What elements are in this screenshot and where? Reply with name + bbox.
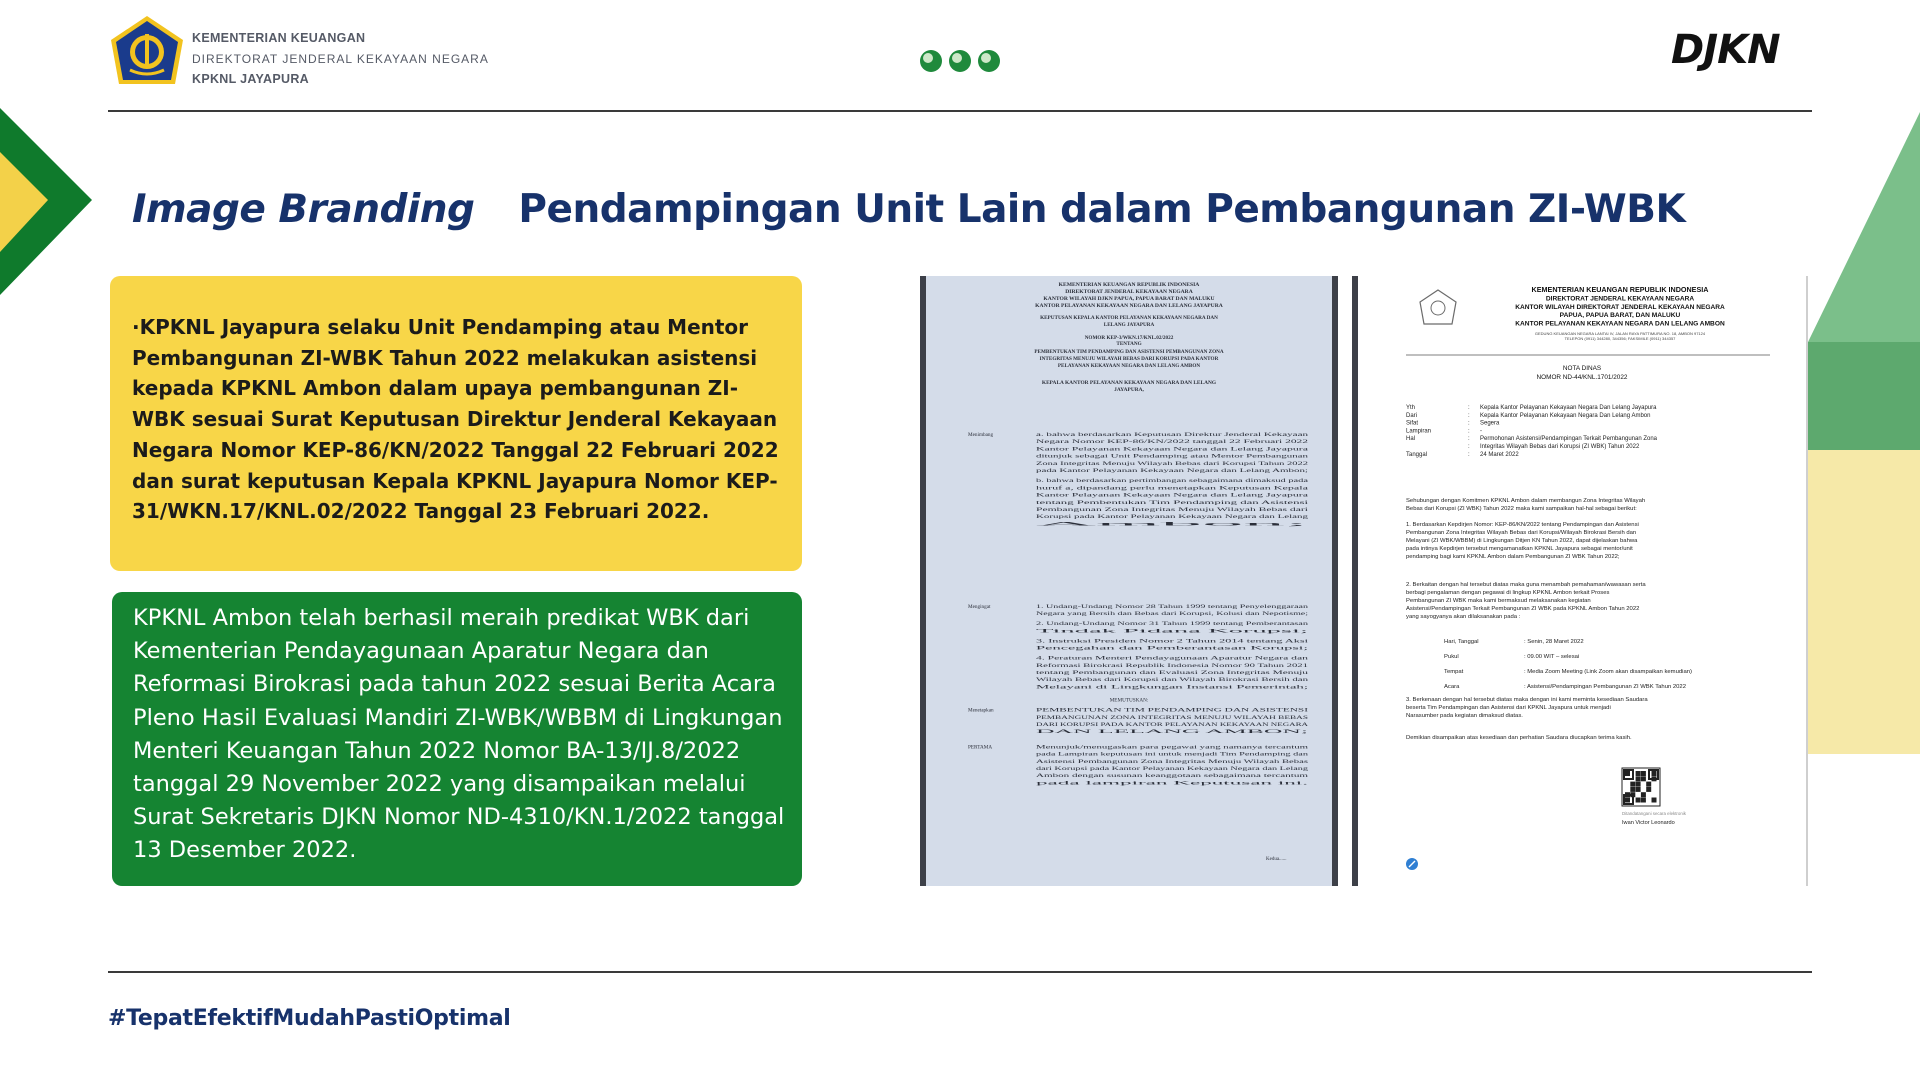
decree-legal-basis-line: 4. Peraturan Menteri Pendayagunaan Aparatur Negara dan — [1036, 656, 1310, 662]
decree-document-content — [926, 276, 1332, 886]
decree-subject-line: PEMBENTUKAN TIM PENDAMPING DAN ASISTENSI PEMBANGUNAN ZONA — [1034, 349, 1224, 355]
decree-first-item-line: dari Korupsi pada Kantor Pelayanan Kekayaan Negara dan Lelang — [1036, 767, 1310, 772]
right-green-block — [1808, 342, 1920, 450]
memo-signer: Iwan Victor Leonardo — [1622, 820, 1675, 826]
decree-considering-line: huruf a, dipandang perlu menetapkan Keputusan Kepala — [1036, 486, 1310, 492]
decree-header-line: KEMENTERIAN KEUANGAN REPUBLIK INDONESIA — [1058, 282, 1200, 288]
decree-header-line: KANTOR WILAYAH DJKN PAPUA, PAPUA BARAT DAN MALUKU — [1043, 296, 1215, 302]
memo-emblem-icon — [1420, 290, 1456, 324]
decree-legal-basis-line: Melayani di Lingkungan Instansi Pemerintah; — [1036, 685, 1308, 691]
memo-title: NOTA DINAS — [1562, 365, 1602, 372]
decree-legal-basis-line: Negara yang Bersih dan Bebas dari Korupsi, Kolusi dan Nepotisme; — [1036, 612, 1308, 618]
decree-determination-line: DAN LELANG AMBON; — [1036, 730, 1308, 736]
decree-label-memutuskan: MEMUTUSKAN: — [1109, 697, 1149, 704]
memo-document-content — [1358, 276, 1806, 886]
memo-document-image — [1352, 276, 1808, 886]
memo-point1-line: 1. Berdasarkan Kepdirjen Nomor: KEP-86/KN/2022 tentang Pendampingan dan Asistensi — [1406, 522, 1639, 528]
memo-header-line: KEMENTERIAN KEUANGAN REPUBLIK INDONESIA — [1531, 285, 1709, 294]
decree-legal-basis-line: Reformasi Birokrasi Republik Indonesia Nomor 90 Tahun 2021 — [1036, 663, 1310, 669]
org-ministry: KEMENTERIAN KEUANGAN — [192, 31, 366, 45]
decree-considering-line: Kantor Pelayanan Kekayaan Negara dan Lelang Jayapura — [1036, 447, 1310, 453]
decree-legal-basis-line: 1. Undang-Undang Nomor 28 Tahun 1999 tentang Penyelenggaraan — [1036, 605, 1309, 610]
page-title: Pendampingan Unit Lain dalam Pembangunan ZI-WBK — [518, 186, 1686, 232]
green-card-text: KPKNL Ambon telah berhasil meraih predikat WBK dari Kementerian Pendayagunaan Aparatur Negara dan Reformasi Birokrasi pada tahun 2022 sesuai Berita Acara Pleno Hasil Evaluasi Mandiri ZI-WBK/WBBM di Lingkungan Menteri Keuangan Tahun 2022 Nomor BA-13/IJ.8/2022 tanggal 29 November 2022 yang disampaikan melalui Surat Sekretaris DJKN Nomor ND-4310/KN.1/2022 tanggal 13 Desember 2022. — [133, 605, 785, 864]
memo-field-colon: : — [1468, 436, 1470, 443]
decree-document-image — [920, 276, 1338, 886]
decree-header-line: DIREKTORAT JENDERAL KEKAYAAN NEGARA — [1065, 289, 1193, 295]
decree-official-line: KEPALA KANTOR PELAYANAN KEKAYAAN NEGARA DAN LELANG — [1041, 380, 1217, 386]
decree-next-page-marker: Kedua...... — [1266, 857, 1287, 862]
memo-schedule-value: : Media Zoom Meeting (Link Zoom akan disampaikan kemudian) — [1524, 669, 1692, 675]
decree-first-item-line: pada Lampiran keputusan ini untuk menjadi Tim Pendamping dan — [1036, 752, 1309, 758]
decree-legal-basis-line: Wilayah Bebas dari Korupsi dan Wilayah Birokrasi Bersih dan — [1036, 678, 1310, 684]
decree-considering-line: pada Kantor Pelayanan Kekayaan Negara dan Lelang Ambon; — [1036, 469, 1308, 474]
right-yellow-band — [1808, 342, 1920, 754]
decree-legal-basis-line: 3. Instruksi Presiden Nomor 2 Tahun 2014 tentang Aksi — [1036, 639, 1310, 645]
memo-field-label: Tanggal — [1406, 451, 1428, 458]
memo-point2-line: yang sayogyanya akan dilaksanakan pada : — [1406, 614, 1521, 620]
memo-point1-line: pendamping bagi kami KPKNL Ambon dalam Pembangunan ZI WBK Tahun 2022; — [1406, 554, 1620, 560]
footer-divider — [108, 971, 1812, 973]
memo-point2-line: Asistensi/Pendampingan Terkait Pembangunan ZI WBK pada KPKNL Ambon Tahun 2022 — [1406, 606, 1640, 612]
memo-field-colon: : — [1468, 428, 1470, 435]
decree-title-line: KEPUTUSAN KEPALA KANTOR PELAYANAN KEKAYAAN NEGARA DAN — [1040, 315, 1218, 321]
memo-field-label: Yth — [1406, 405, 1416, 411]
org-directorate: DIREKTORAT JENDERAL KEKAYAAN NEGARA — [192, 51, 489, 66]
memo-address-line: TELEPON (0911) 344280, 344356; FAKSIMILE (0911) 344357 — [1564, 336, 1676, 341]
memo-point2-line: 2. Berkaitan dengan hal tersebut diatas maka guna menambah pemahaman/wawasan serta — [1406, 582, 1646, 588]
decree-legal-basis-line: tentang Pembangunan dan Evaluasi Zona Integritas Menuju — [1036, 671, 1310, 676]
decree-header-line: KANTOR PELAYANAN KEKAYAAN NEGARA DAN LELANG JAYAPURA — [1035, 303, 1223, 309]
memo-field-colon: : — [1468, 412, 1470, 419]
decree-considering-line: ditunjuk sebagai Unit Pendamping atau Mentor Pembangunan — [1036, 454, 1310, 460]
qr-code-icon — [1622, 768, 1660, 806]
memo-header-line: KANTOR PELAYANAN KEKAYAAN NEGARA DAN LELANG AMBON — [1515, 320, 1725, 328]
decree-considering-line: Negara Nomor KEP-86/KN/2022 tanggal 22 Februari 2022 — [1036, 440, 1310, 446]
memo-field-value: Permohonan Asistensi/Pendampingan Terkait Pembangunan Zona — [1480, 436, 1658, 443]
decree-considering-line: Zona Integritas Menuju Wilayah Bebas dari Korupsi Tahun 2022 — [1036, 461, 1310, 467]
memo-intro-line: Sehubungan dengan Komitmen KPKNL Ambon dalam membangun Zona Integritas Wilayah — [1406, 498, 1646, 504]
memo-schedule-label: Acara — [1444, 684, 1460, 690]
memo-field-colon: : — [1468, 420, 1470, 427]
decree-first-item-line: Asistensi Pembangunan Zona Integritas Menuju Wilayah Bebas — [1036, 759, 1309, 765]
green-dots-icon — [918, 48, 1002, 74]
memo-field-label: Lampiran — [1406, 428, 1432, 435]
memo-schedule-label: Hari, Tanggal — [1444, 639, 1479, 645]
memo-point1-line: Pembangunan Zona Integritas Wilayah Bebas dari Korupsi/Wilayah Birokrasi Bersih dan — [1406, 530, 1637, 536]
memo-point2-line: Pembangunan ZI WBK maka kami bermaksud melaksanakan kegiatan — [1406, 598, 1591, 604]
decree-subject-line: INTEGRITAS MENUJU WILAYAH BEBAS DARI KORUPSI PADA KANTOR — [1039, 356, 1219, 362]
decree-label-menetapkan: Menetapkan — [968, 707, 994, 714]
memo-point3-line: Narasumber pada kegiatan dimaksud diatas. — [1406, 713, 1523, 719]
memo-header-line: DIREKTORAT JENDERAL KEKAYAAN NEGARA — [1545, 295, 1695, 303]
memo-signed-note: Ditandatangani secara elektronik — [1622, 811, 1686, 816]
header-divider — [108, 110, 1812, 112]
memo-field-colon: : — [1468, 444, 1470, 450]
memo-schedule-label: Tempat — [1444, 669, 1464, 675]
yellow-card-text: ·KPKNL Jayapura selaku Unit Pendamping atau Mentor Pembangunan ZI-WBK Tahun 2022 melakukan asistensi kepada KPKNL Ambon dalam upaya pembangunan ZI-WBK sesuai Surat Keputusan Direktur Jenderal Kekayaan Negara Nomor KEP-86/KN/2022 Tanggal 22 Februari 2022 dan surat keputusan Kepala KPKNL Jayapura Nomor KEP-31/WKN.17/KNL.02/2022 Tanggal 23 Februari 2022. — [132, 315, 779, 524]
memo-field-value: Kepala Kantor Pelayanan Kekayaan Negara Dan Lelang Ambon — [1480, 412, 1651, 419]
decree-legal-basis-line: 2. Undang-Undang Nomor 31 Tahun 1999 tentang Pemberantasan — [1036, 622, 1310, 628]
memo-point3-line: 3. Berkenaan dengan hal tersebut diatas maka dengan ini kami meminta kesediaan Saudara — [1406, 697, 1648, 703]
memo-point1-line: pada intinya Kepdirjen tersebut mengamanatkan KPKNL Jayapura sebagai mentor/unit — [1406, 546, 1633, 552]
memo-schedule-value: : Senin, 28 Maret 2022 — [1524, 639, 1584, 645]
memo-field-label: Hal — [1406, 436, 1416, 443]
footer-hashtag: #TepatEfektifMudahPastiOptimal — [108, 1006, 511, 1031]
decree-considering-line: b. bahwa berdasarkan pertimbangan sebagaimana dimaksud pada — [1036, 479, 1310, 485]
memo-address-line: GEDUNG KEUANGAN NEGARA LANTAI IV, JALAN RAYA PATTIMURA NO. 18, AMBON 97124 — [1534, 331, 1706, 336]
decree-considering-line: Korupsi pada Kantor Pelayanan Kekayaan Negara dan Lelang — [1036, 515, 1310, 521]
decree-subject-line: PELAYANAN KEKAYAAN NEGARA DAN LELANG AMBON — [1057, 363, 1201, 369]
decree-considering-line: tentang Pembentukan Tim Pendamping dan Asistensi — [1036, 500, 1310, 506]
memo-field-colon: : — [1468, 405, 1470, 411]
organization-name — [192, 32, 489, 85]
decree-determination-line: DARI KORUPSI PADA KANTOR PELAYANAN KEKAYAAN NEGARA — [1036, 723, 1309, 728]
memo-field-value: Segera — [1480, 420, 1500, 427]
left-green-chevron — [0, 108, 92, 295]
memo-field-colon: : — [1468, 451, 1470, 458]
decree-determination-line: PEMBENTUKAN TIM PENDAMPING DAN ASISTENSI — [1036, 708, 1309, 714]
decree-number: NOMOR KEP-3/WKN.17/KNL.02/2022 — [1084, 335, 1174, 341]
memo-field-label: Sifat — [1406, 420, 1419, 427]
memo-field-value: - — [1480, 428, 1482, 435]
page-headline — [132, 184, 1685, 234]
memo-point1-line: Melayani (ZI WBK/WBBM) di Lingkungan Ditjen KN Tahun 2022, dapat dijelaskan bahwa — [1406, 538, 1638, 544]
decree-legal-basis-line: Pencegahan dan Pemberantasan Korupsi; — [1036, 646, 1308, 652]
yellow-info-card — [110, 276, 802, 571]
memo-field-value: Kepala Kantor Pelayanan Kekayaan Negara Dan Lelang Jayapura — [1480, 405, 1657, 411]
decree-considering-line: Ambon; — [1036, 522, 1308, 528]
decree-title-line: LELANG JAYAPURA — [1103, 322, 1155, 328]
edit-badge-icon — [1406, 858, 1418, 870]
memo-closing: Demikian disampaikan atas kesediaan dan perhatian Saudara diucapkan terima kasih. — [1406, 735, 1632, 741]
memo-schedule-value: : Asistensi/Pendampingan Pembangunan ZI WBK Tahun 2022 — [1524, 684, 1686, 690]
memo-point3-line: beserta Tim Pendampingan dan Asistensi dari KPKNL Jayapura untuk menjadi — [1406, 705, 1611, 711]
djkn-logo: DJKN — [1671, 27, 1780, 73]
decree-considering-line: Pembangunan Zona Integritas Menuju Wilayah Bebas dari — [1036, 508, 1310, 513]
decree-tentang: TENTANG — [1116, 341, 1142, 347]
right-light-green-triangle — [1808, 112, 1920, 342]
memo-intro-line: Bebas dari Korupsi (ZI WBK) Tahun 2022 maka kami sampaikan hal-hal sebagai berikut: — [1406, 506, 1637, 512]
green-info-card — [112, 592, 802, 886]
left-yellow-chevron — [0, 152, 48, 252]
decree-first-item-line: Menunjuk/menugaskan para pegawai yang namanya tercantum — [1036, 745, 1309, 751]
decree-determination-line: PEMBANGUNAN ZONA INTEGRITAS MENUJU WILAYAH BEBAS — [1036, 715, 1309, 721]
memo-number: NOMOR ND-44/KNL.1701/2022 — [1536, 374, 1628, 381]
memo-field-value: 24 Maret 2022 — [1480, 451, 1519, 458]
memo-schedule-label: Pukul — [1444, 654, 1459, 660]
decree-first-item-line: Ambon dengan susunan keanggotaan sebagaimana tercantum — [1036, 774, 1309, 780]
decree-label-mengingat: Mengingat — [968, 604, 991, 610]
decree-considering-line: a. bahwa berdasarkan Keputusan Direktur Jenderal Kekayaan — [1036, 433, 1310, 438]
decree-legal-basis-line: Tindak Pidana Korupsi; — [1036, 629, 1308, 635]
memo-point2-line: berbagi pengalaman dengan pegawai di lingkup KPKNL Ambon terkait Proses — [1406, 590, 1610, 596]
memo-field-value: Integritas Wilayah Bebas dari Korupsi (ZI WBK) Tahun 2022 — [1480, 444, 1640, 450]
decree-official-line: JAYAPURA, — [1114, 387, 1144, 393]
section-label: Image Branding — [132, 186, 475, 232]
decree-considering-line: Kantor Pelayanan Kekayaan Negara dan Lelang Jayapura — [1036, 493, 1310, 499]
decree-first-item-line: pada lampiran Keputusan ini. — [1036, 781, 1308, 787]
memo-header-line: KANTOR WILAYAH DIREKTORAT JENDERAL KEKAYAAN NEGARA — [1515, 303, 1725, 311]
decree-label-pertama: PERTAMA — [968, 744, 993, 751]
memo-header-line: PAPUA, PAPUA BARAT, DAN MALUKU — [1559, 312, 1681, 320]
ministry-emblem-icon — [108, 14, 186, 90]
org-office: KPKNL JAYAPURA — [192, 71, 309, 86]
decree-label-menimbang: Menimbang — [968, 432, 994, 438]
memo-field-label: Dari — [1406, 412, 1418, 419]
memo-schedule-value: : 09.00 WIT – selesai — [1524, 654, 1580, 660]
